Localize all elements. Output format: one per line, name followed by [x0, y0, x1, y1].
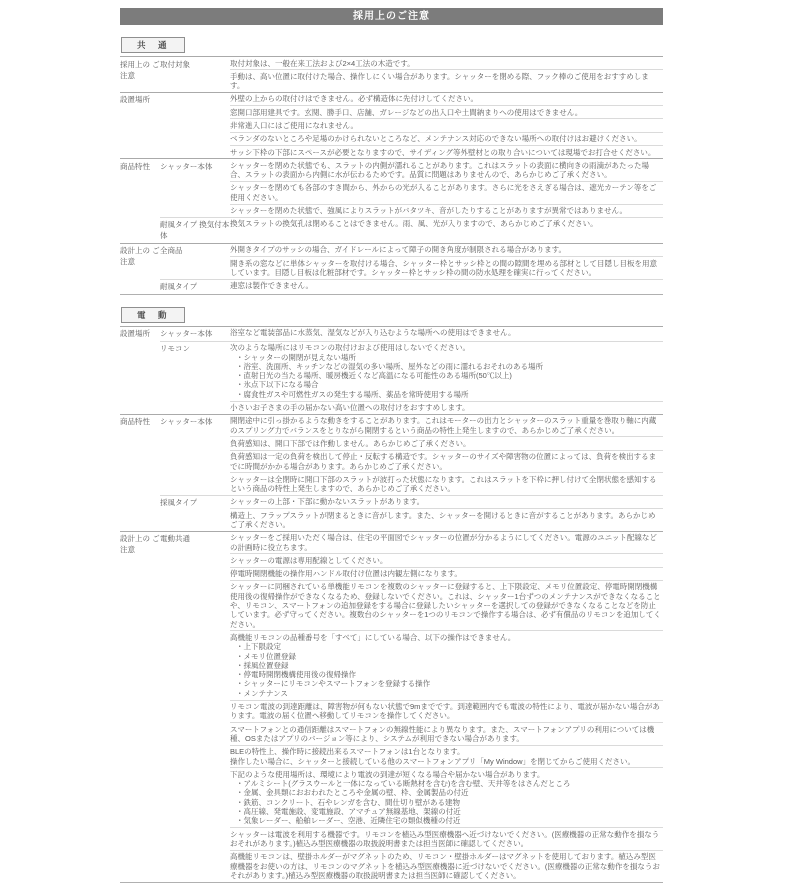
- notice-cell: [230, 631, 663, 700]
- notice-text-line: 連窓は製作できません。: [230, 281, 313, 291]
- notice-cell: [230, 768, 663, 828]
- notice-cell: [230, 567, 663, 580]
- notice-bullet-line: ・メモリ位置登録: [236, 651, 296, 661]
- notice-cell: [230, 554, 663, 567]
- sections-container: [120, 25, 663, 883]
- notice-text-line: リモコン電波の到達距離は、障害物が何もない状態で9mまでです。到達範囲内でも電波の特性により、電波が届かない場合があります。電波の届く位置へ移動してリモコンを操作してください。: [230, 702, 660, 721]
- notice-cell: [230, 146, 663, 159]
- notice-text-line: サッシ下枠の下部にスペースが必要となりますので、サイディング等外壁材との取り合いについては現場でお打合せください。: [230, 147, 656, 157]
- notice-cell: [230, 473, 663, 496]
- notice-cell: [230, 243, 663, 256]
- notice-bullet-line: ・アルミシート(グラスウールと一体になっている断熱材を含む)を含む壁、天井等をはさんだところ: [236, 779, 571, 789]
- table-row: [120, 159, 663, 182]
- notice-cell: [230, 92, 663, 105]
- subcategory-label: シャッター本体: [160, 326, 230, 341]
- notice-text-line: ベランダのないところや足場のかけられないところなど、メンテナンス対応のできない場所への取付けはお避けください。: [230, 134, 642, 144]
- subcategory-label: 全商品: [160, 243, 230, 279]
- notice-cell: [230, 531, 663, 554]
- notice-text-line: 外開きタイプのサッシの場合、ガイドレールによって障子の開き角度が制限される場合があります。: [230, 245, 566, 255]
- category-label: 商品特性: [120, 159, 160, 243]
- notice-cell: [230, 850, 663, 882]
- category-label: 設計上の ご注意: [120, 243, 160, 294]
- notice-text-line: 非常進入口にはご使用になれません。: [230, 120, 358, 130]
- section: [120, 25, 663, 295]
- subcategory-label: 採風タイプ: [160, 495, 230, 531]
- notice-bullet-line: ・金属、金具類におおわれたところや金属の壁、枠、金属製品の付近: [236, 788, 469, 798]
- notice-cell: [230, 580, 663, 630]
- notice-cell: [230, 450, 663, 473]
- notice-cell: [230, 181, 663, 204]
- subcategory-label: 耐風タイプ 換気付本体: [160, 217, 230, 243]
- subcategory-label: 取付対象: [160, 57, 230, 93]
- notice-text-line: 手動は、高い位置に取付けた場合、操作しにくい場合があります。シャッターを閉める際、フック棒のご使用をおすすめします。: [230, 71, 649, 91]
- category-label: 設置場所: [120, 326, 160, 414]
- page-title: 採用上のご注意: [120, 8, 663, 25]
- subcategory-label: 耐風タイプ: [160, 279, 230, 294]
- notice-text-line: 換気スラットの換気孔は閉めることはできません。雨、風、光が入りますので、あらかじめご了承ください。: [230, 219, 598, 229]
- notice-bullet-line: ・上下限設定: [236, 642, 281, 652]
- notice-bullet-line: ・採風位置登録: [236, 660, 289, 670]
- notice-bullet-line: ・氷点下以下になる場合: [236, 380, 319, 390]
- notice-text-line: シャッターは全閉時に開口下部のスラットが波打った状態になります。これはスラットを下枠に押し付けて全閉状態を感知するという商品の特性上発生しますので、あらかじめご了承ください。: [230, 474, 657, 494]
- notice-cell: [230, 279, 663, 294]
- notice-text-line: 高機能リモコンは、壁掛ホルダーがマグネットのため、リモコン・壁掛ホルダーはマグネットを使用しております。植込み型医療機器をお使いの方は、リモコンのマグネットを植込み型医療機器に近づけないでください。(医療機器の正常な動作を損なうおそれがあります。)植込み型医療機器の取扱説明書または担当医師に確認してください。: [230, 852, 660, 880]
- subcategory-label: シャッター本体: [160, 414, 230, 495]
- table-row: [120, 243, 663, 256]
- subcategory-label: シャッター本体: [160, 159, 230, 217]
- notice-cell: [230, 495, 663, 508]
- notice-text-line: シャッターは電波を利用する機器です。リモコンを植込み型医療機器へ近づけないでください。(医療機器の正常な動作を損なうおそれがあります。)植込み型医療機器の取扱説明書または担当医師に確認してください。: [230, 829, 660, 848]
- notice-text-line: シャッターに同梱されている単機能リモコンを複数のシャッターに登録すると、上下限設定、メモリ位置設定、停電時開閉機構使用後の復帰操作ができなくなるため、登録しないでください。これは、シャッター1台ずつのメンテナンスができなくなることや、リモコン、スマートフォンの追加登録をする場合に登録したいシャッターを選択しての登録ができなくなることなどを防止しています。必ず守ってください。複数台のシャッターを1つのリモコンで操作する場合は、必ず有償品のリモコンを追加してください。: [230, 582, 661, 629]
- table-row: [120, 279, 663, 294]
- notice-text-line: 次のような場所にはリモコンの取付けおよび使用はしないでください。: [230, 343, 470, 353]
- notice-text-line: 負荷感知は、開口下部では作動しません。あらかじめご了承ください。: [230, 438, 471, 448]
- notice-text-line: 窓開口部用建具です。玄関、勝手口、店舗、ガレージなどの出入口や土間納まりへの使用はできません。: [230, 107, 583, 117]
- notice-text-line: 下記のような使用場所は、環境により電波の到達が短くなる場合や届かない場合があります。: [230, 769, 545, 779]
- notice-text-line: 外壁の上からの取付けはできません。必ず構造体に先付けしてください。: [230, 94, 478, 104]
- subcategory-label: [160, 92, 230, 158]
- subcategory-label: 電動共通: [160, 531, 230, 882]
- notice-text-line: 負荷感知は一定の負荷を検出して停止・反転する構造です。シャッターのサイズや障害物の位置によっては、負荷を検出するまでに時間がかかる場合があります。あらかじめご了承ください。: [230, 452, 657, 471]
- notice-table: [120, 326, 663, 883]
- table-row: [120, 92, 663, 105]
- table-row: [120, 341, 663, 401]
- category-label: 設計上の ご注意: [120, 531, 160, 882]
- notice-cell: [230, 341, 663, 401]
- notice-bullet-line: ・メンテナンス: [236, 688, 288, 698]
- notice-bullet-line: ・浴室、洗面所、キッチンなどの湿気の多い場所、屋外などの雨に濡れるおそれのある場所: [236, 361, 543, 371]
- notice-bullet-line: ・高圧線、発電施設、変電施設、アマチュア無線基地、架線の付近: [236, 807, 461, 817]
- notice-cell: [230, 217, 663, 243]
- notice-cell: [230, 257, 663, 280]
- notice-text-line: シャッターの上部・下部に動かないスラットがあります。: [230, 497, 425, 507]
- notice-text-line: 構造上、フラップスラットが閉まるときに音がします。また、シャッターを開けるときに音がすることがあります。あらかじめご了承ください。: [230, 510, 656, 529]
- notice-cell: [230, 70, 663, 93]
- notice-cell: [230, 132, 663, 145]
- notice-cell: [230, 509, 663, 532]
- notice-text-line: 停電時開閉機能の操作用ハンドル取付け位置は内観左側になります。: [230, 569, 462, 579]
- notice-text-line: 小さいお子さまの手の届かない高い位置への取付けをおすすめします。: [230, 403, 470, 413]
- category-label: 設置場所: [120, 92, 160, 158]
- section-label: 共 通: [121, 37, 185, 53]
- section-label: 電 動: [121, 307, 185, 323]
- notice-text-line: 高機能リモコンの品種番号を「すべて」にしている場合、以下の操作はできません。: [230, 632, 516, 642]
- notice-text-line: スマートフォンとの通信距離はスマートフォンの無線性能により異なります。また、スマートフォンアプリの利用については機種、OSまたはアプリのバージョン等により、システムが利用できない場合があります。: [230, 724, 655, 743]
- notice-cell: [230, 723, 663, 746]
- notice-cell: [230, 745, 663, 768]
- notice-cell: [230, 204, 663, 217]
- section: [120, 295, 663, 883]
- table-row: [120, 57, 663, 70]
- notice-text-line: BLEの特性上、操作時に接続出来るスマートフォンは1台となります。: [230, 747, 465, 757]
- notice-text-line: シャッターを閉めても各部のすき間から、外からの光が入ることがあります。さらに光をさえぎる場合は、遮光カーテン等をご使用ください。: [230, 183, 657, 202]
- notice-text-line: シャッターの電源は専用配線としてください。: [230, 555, 388, 565]
- notice-bullet-line: ・シャッターにリモコンやスマートフォンを登録する操作: [236, 679, 431, 689]
- notice-cell: [230, 119, 663, 132]
- category-label: 商品特性: [120, 414, 160, 531]
- notice-cell: [230, 414, 663, 437]
- notice-cell: [230, 700, 663, 723]
- notice-cell: [230, 401, 663, 414]
- notice-text-line: 開閉途中に引っ掛かるような動きをすることがあります。これはモーターの出力とシャッターのスラット重量を巻取り軸に内蔵のスプリング力でバランスをとりながら開閉するという商品の特性上発生しますので、あらかじめご了承ください。: [230, 416, 657, 435]
- notice-cell: [230, 828, 663, 851]
- notice-text-line: 浴室など電装部品に水蒸気、湿気などが入り込むような場所への使用はできません。: [230, 328, 516, 338]
- table-row: [120, 495, 663, 508]
- notice-cell: [230, 326, 663, 341]
- notice-cell: [230, 159, 663, 182]
- table-row: [120, 217, 663, 243]
- notice-bullet-line: ・気象レーダー、船舶レーダー、空港、近隣住宅の類似機種の付近: [236, 816, 461, 826]
- table-row: [120, 531, 663, 554]
- notice-cell: [230, 106, 663, 119]
- notice-bullet-line: ・直射日光の当たる場所、暖房機近くなど高温になる可能性のある場所(50℃以上): [236, 371, 512, 381]
- notice-cell: [230, 57, 663, 70]
- notice-text-line: 取付対象は、一般在来工法および2×4工法の木造です。: [230, 58, 415, 68]
- notice-text-line: 開き系の窓などに単体シャッターを取付ける場合、シャッター枠とサッシ枠との間の隙間を埋める部材として目隠し目板を用意しています。目隠し目板は化粧部材です。シャッター枠とサッシ枠の間の防水処理を確実に行ってください。: [230, 258, 658, 277]
- notice-bullet-line: ・腐食性ガスや可燃性ガスの発生する場所、薬品を常時使用する場所: [236, 389, 469, 399]
- notice-text-line: 操作したい場合に、シャッターと接続している他のスマートフォンアプリ「My Window」を閉じてからご使用ください。: [230, 756, 636, 766]
- notice-table: [120, 56, 663, 295]
- notice-bullet-line: ・シャッターの開閉が見えない場所: [236, 352, 356, 362]
- document-content: [120, 8, 663, 883]
- notice-bullet-line: ・停電時開閉機構使用後の復帰操作: [236, 670, 356, 680]
- notice-text-line: シャッターを閉めた状態でも、スラットの内側が濡れることがあります。これはスラットの表面に横向きの雨滴があたった場合、スラットの表面から内側に水が伝わるためです。品質に問題はありませんので、あらかじめご了承ください。: [230, 160, 649, 180]
- notice-text-line: シャッターを閉めた状態で、強風によりスラットがバタツキ、音がしたりすることがありますが異常ではありません。: [230, 206, 627, 216]
- subcategory-label: リモコン: [160, 341, 230, 414]
- table-row: [120, 414, 663, 437]
- notice-cell: [230, 437, 663, 450]
- notice-bullet-line: ・鉄筋、コンクリート、石やレンガを含む、間仕切り壁がある建物: [236, 797, 460, 807]
- category-label: 採用上の ご注意: [120, 57, 160, 93]
- table-row: [120, 326, 663, 341]
- notice-text-line: シャッターをご採用いただく場合は、住宅の平面図でシャッターの位置が分かるようにしてください。電源のユニット配線などの計画時に役立ちます。: [230, 533, 657, 552]
